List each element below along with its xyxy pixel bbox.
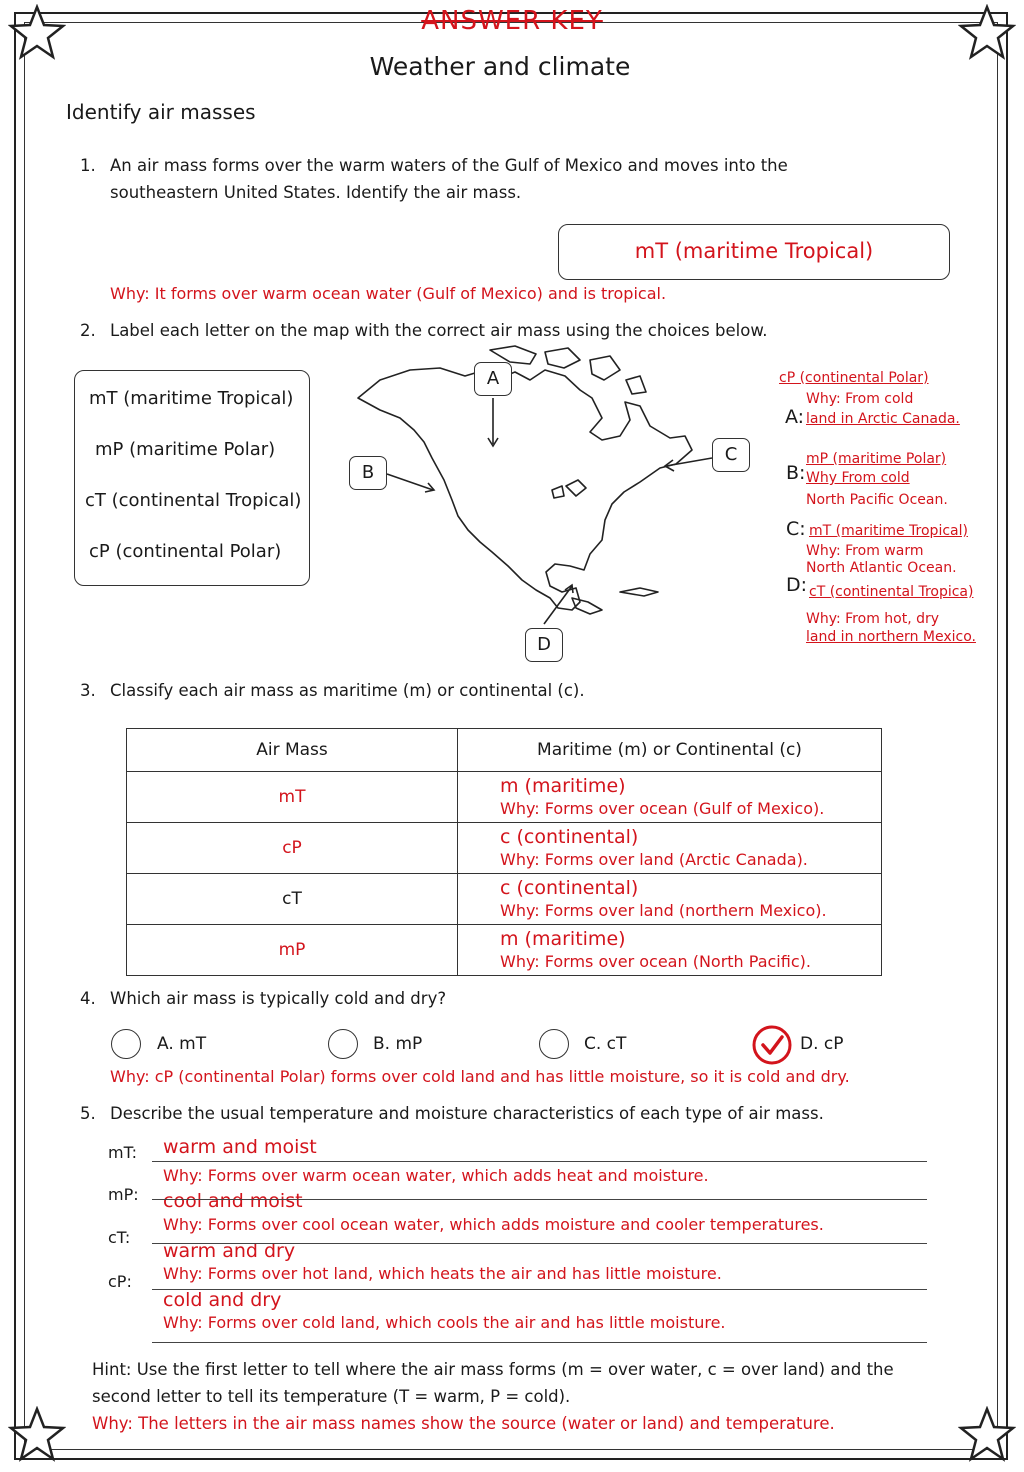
answer-cp: cold and dry <box>163 1289 282 1311</box>
question-2: 2. Label each letter on the map with the correct air mass using the choices below. <box>80 321 768 340</box>
label-ct: cT: <box>108 1228 131 1247</box>
letter-a: A: <box>785 406 805 428</box>
hint: Hint: Use the first letter to tell where the air mass forms (m = over water, c = over land) and the second letter to tell its temperature (T = warm, P = cold). Why: The letters in the air mass names show the source (water or land) and temperature. <box>92 1360 894 1433</box>
why-d-2: land in northern Mexico. <box>806 629 976 645</box>
classification-why: Why: Forms over land (northern Mexico). <box>500 900 827 920</box>
answer-key-stamp: ANSWER KEY <box>421 6 603 36</box>
table-header: Maritime (m) or Continental (c) <box>458 729 882 772</box>
option-a-label: A. mT <box>157 1034 207 1054</box>
map-label-b: B <box>349 456 387 490</box>
why-d-1: Why: From hot, dry <box>806 611 940 627</box>
question-4: 4. Which air mass is typically cold and dry? <box>80 989 447 1008</box>
radio-option-a[interactable] <box>111 1029 141 1059</box>
why-b-2: North Pacific Ocean. <box>806 492 948 508</box>
classification-answer: m (maritime) <box>500 774 626 797</box>
answer-c: mT (maritime Tropical) <box>809 523 968 539</box>
letter-b: B: <box>786 462 806 484</box>
q4-why: Why: cP (continental Polar) forms over cold land and has little moisture, so it is cold and dry. <box>110 1067 850 1086</box>
why-ct: Why: Forms over hot land, which heats the air and has little moisture. <box>163 1264 722 1283</box>
classification-table <box>126 728 882 976</box>
q1-why: Why: It forms over warm ocean water (Gulf of Mexico) and is tropical. <box>110 284 667 303</box>
choice-item: cT (continental Tropical) <box>85 490 302 511</box>
radio-option-b[interactable] <box>328 1029 358 1059</box>
why-mp: Why: Forms over cool ocean water, which adds moisture and cooler temperatures. <box>163 1215 824 1234</box>
letter-d: D: <box>786 574 808 596</box>
why-c-2: North Atlantic Ocean. <box>806 560 957 576</box>
air-mass-cell: cP <box>127 823 458 874</box>
question-3: 3. Classify each air mass as maritime (m) or continental (c). <box>80 681 585 700</box>
why-a-2: land in Arctic Canada. <box>806 411 960 427</box>
option-b-label: B. mP <box>373 1034 423 1054</box>
classification-answer: c (continental) <box>500 825 639 848</box>
option-d-label: D. cP <box>800 1034 844 1054</box>
why-cp: Why: Forms over cold land, which cools the air and has little moisture. <box>163 1313 726 1332</box>
why-a-1: Why: From cold <box>806 391 914 407</box>
choice-item: mT (maritime Tropical) <box>89 388 294 409</box>
air-mass-choices-box <box>74 370 310 586</box>
map-label-a: A <box>474 362 512 396</box>
table-header-row <box>127 729 882 772</box>
choice-item: cP (continental Polar) <box>89 541 282 562</box>
label-mp: mP: <box>108 1185 139 1204</box>
classification-why: Why: Forms over land (Arctic Canada). <box>500 849 808 869</box>
north-america-map <box>340 340 780 640</box>
answer-mp: cool and moist <box>163 1190 303 1212</box>
table-header: Air Mass <box>127 729 458 772</box>
table-row <box>127 772 882 823</box>
answer-mt: warm and moist <box>163 1136 317 1158</box>
why-mt: Why: Forms over warm ocean water, which adds heat and moisture. <box>163 1166 709 1185</box>
map-label-d: D <box>525 628 563 662</box>
option-c-label: C. cT <box>584 1034 627 1054</box>
answer-ct: warm and dry <box>163 1240 296 1262</box>
letter-c: C: <box>786 518 806 540</box>
page-title: Weather and climate <box>369 52 631 81</box>
answer-line <box>152 1243 927 1244</box>
label-mt: mT: <box>108 1143 137 1162</box>
classification-why: Why: Forms over ocean (Gulf of Mexico). <box>500 798 825 818</box>
classification-why: Why: Forms over ocean (North Pacific). <box>500 951 811 971</box>
choice-item: mP (maritime Polar) <box>95 439 276 460</box>
air-mass-cell: mT <box>127 772 458 823</box>
star-icon <box>958 1406 1016 1464</box>
table-row <box>127 925 882 976</box>
table-row <box>127 874 882 925</box>
q1-answer-box: mT (maritime Tropical) <box>558 224 950 280</box>
air-mass-cell: cT <box>127 874 458 925</box>
why-b-1: Why From cold <box>806 470 910 486</box>
answer-line <box>152 1342 927 1343</box>
label-cp: cP: <box>108 1272 132 1291</box>
star-icon <box>8 1406 66 1464</box>
answer-d: cT (continental Tropica) <box>809 584 974 600</box>
radio-option-c[interactable] <box>539 1029 569 1059</box>
table-row <box>127 823 882 874</box>
answer-b: mP (maritime Polar) <box>806 451 947 467</box>
answer-line <box>152 1199 927 1200</box>
classification-answer: m (maritime) <box>500 927 626 950</box>
map-label-c: C <box>712 438 750 472</box>
section-title: Identify air masses <box>66 100 256 124</box>
answer-a: cP (continental Polar) <box>779 370 929 386</box>
why-c-1: Why: From warm <box>806 543 924 559</box>
classification-answer: c (continental) <box>500 876 639 899</box>
air-mass-cell: mP <box>127 925 458 976</box>
question-1: 1. An air mass forms over the warm waters of the Gulf of Mexico and moves into the southeastern United States. Identify the air mass. <box>80 156 788 202</box>
question-5: 5. Describe the usual temperature and moisture characteristics of each type of air mass. <box>80 1104 824 1123</box>
checkmark-circle-icon[interactable] <box>751 1024 793 1066</box>
answer-line <box>152 1161 927 1162</box>
